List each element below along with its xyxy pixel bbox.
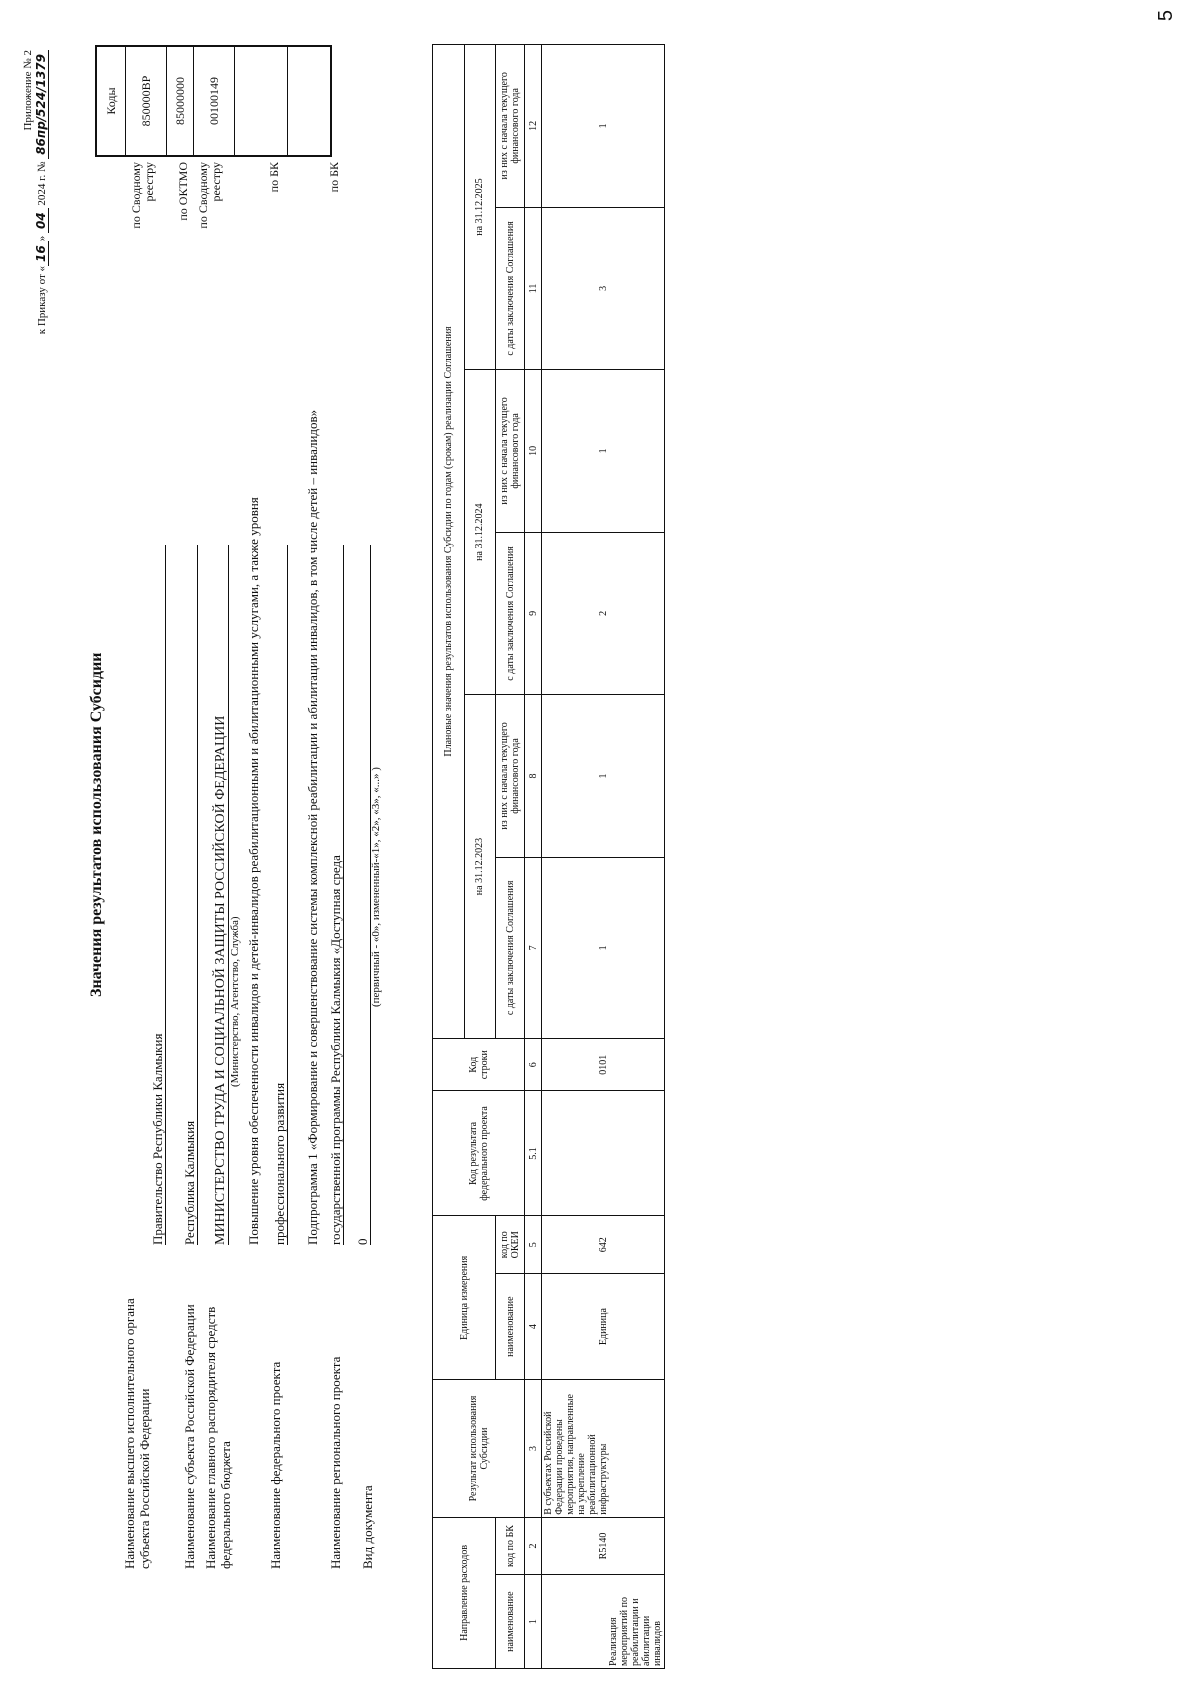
value-main-manager: МИНИСТЕРСТВО ТРУДА И СОЦИАЛЬНОЙ ЗАЩИТЫ РОССИЙСКОЙ ФЕДЕРАЦИИ — [213, 545, 229, 1245]
value-regional-project: Подпрограмма 1 «Формирование и совершенствование системы комплексной реабилитации и абилитации инвалидов, в том числе детей – инвалидов» — [305, 409, 320, 1245]
num-5-1: 5.1 — [525, 1091, 542, 1216]
manager-caption: (Министерство, Агентство, Служба) — [229, 916, 241, 1087]
cell-result: В субъектах Российской Федерации проведены мероприятия, направленные на укрепление реабилитационной инфраструктуры — [542, 1380, 665, 1518]
value-federal-project: Повышение уровня обеспеченности инвалидов и детей-инвалидов реабилитационными и абилитационными услугами, а также уровня — [246, 497, 261, 1245]
th-direction: Направление расходов — [433, 1517, 496, 1668]
num-4: 4 — [525, 1273, 542, 1379]
value-federal-project-cont: профессионального развития — [272, 545, 288, 1245]
value-executive-body: Правительство Республики Калмыкия — [150, 545, 166, 1245]
code-manager: 00100149 — [194, 46, 235, 156]
codes-table — [95, 45, 332, 157]
annex-number: 86пр/524/1379 — [34, 50, 49, 159]
results-table — [432, 44, 665, 1669]
cell-v10: 1 — [542, 370, 665, 533]
cell-v11: 3 — [542, 207, 665, 370]
num-8: 8 — [525, 695, 542, 858]
annex-quote: » — [36, 235, 48, 242]
codes-header: Коды — [96, 46, 126, 156]
label-federal-project: Наименование федерального проекта — [268, 1361, 283, 1569]
cell-v8: 1 — [542, 695, 665, 858]
value-regional-project-cont: государственной программы Республики Калмыкия «Доступная среда — [328, 545, 344, 1245]
cell-row-code: 0101 — [542, 1038, 665, 1091]
th-2025-year: из них с начала текущего финансового года — [496, 45, 525, 208]
th-2024-sign: с даты заключения Соглашения — [496, 532, 525, 695]
label-regional-project: Наименование регионального проекта — [328, 1356, 343, 1569]
th-2023-sign: с даты заключения Соглашения — [496, 857, 525, 1038]
th-unit-okei: код по ОКЕИ — [496, 1216, 525, 1274]
th-bk: код по БК — [496, 1517, 525, 1575]
th-2025: на 31.12.2025 — [464, 45, 496, 370]
label-doc-type: Вид документа — [360, 1485, 375, 1569]
th-2023: на 31.12.2023 — [464, 695, 496, 1039]
num-12: 12 — [525, 45, 542, 208]
num-5: 5 — [525, 1216, 542, 1274]
reg-label-3: по Сводному реестру — [196, 162, 223, 229]
cell-okei: 642 — [542, 1216, 665, 1274]
reg-label-2: по ОКТМО — [176, 162, 190, 221]
value-subject: Республика Калмыкия — [182, 545, 198, 1245]
annex-block — [22, 50, 49, 350]
annex-year: 2024 г. № — [36, 161, 48, 206]
doc-type-caption: (первичный - «0», измененный-«1», «2», «3», «...» ) — [370, 767, 382, 1007]
th-federal-code: Код результата федерального проекта — [433, 1091, 525, 1216]
num-3: 3 — [525, 1380, 542, 1518]
th-name: наименование — [496, 1575, 525, 1669]
th-2025-sign: с даты заключения Соглашения — [496, 207, 525, 370]
cell-v9: 2 — [542, 532, 665, 695]
code-oktmo: 85000000 — [167, 46, 194, 156]
th-unit: Единица измерения — [433, 1216, 496, 1380]
num-9: 9 — [525, 532, 542, 695]
annex-title: Приложение № 2 — [22, 50, 34, 131]
num-11: 11 — [525, 207, 542, 370]
label-executive-body: Наименование высшего исполнительного органа субъекта Российской Федерации — [122, 1298, 152, 1569]
cell-unit: Единица — [542, 1273, 665, 1379]
cell-v12: 1 — [542, 45, 665, 208]
num-10: 10 — [525, 370, 542, 533]
cell-federal-code — [542, 1091, 665, 1216]
cell-direction-name: Реализация мероприятий по реабилитации и абилитации инвалидов — [542, 1575, 665, 1669]
reg-label-5: по БК — [327, 162, 341, 193]
num-7: 7 — [525, 857, 542, 1038]
code-bk-2 — [288, 46, 332, 156]
value-doc-type: 0 — [355, 545, 371, 1245]
cell-v7: 1 — [542, 857, 665, 1038]
num-1: 1 — [525, 1575, 542, 1669]
th-row-code: Код строки — [433, 1038, 525, 1091]
label-subject: Наименование субъекта Российской Федерации — [182, 1304, 197, 1569]
reg-label-1: по Сводному реестру — [129, 162, 156, 229]
annex-month: 04 — [34, 208, 49, 233]
th-unit-name: наименование — [496, 1273, 525, 1379]
label-main-manager: Наименование главного распорядителя средств федерального бюджета — [203, 1306, 233, 1569]
th-plan: Плановые значения результатов использования Субсидии по годам (срокам) реализации Соглашения — [433, 45, 465, 1039]
code-registry: 850000ВР — [126, 46, 167, 156]
num-6: 6 — [525, 1038, 542, 1091]
num-2: 2 — [525, 1517, 542, 1575]
th-2023-year: из них с начала текущего финансового года — [496, 695, 525, 858]
th-2024: на 31.12.2024 — [464, 370, 496, 695]
annex-day: 16 — [34, 241, 49, 266]
annex-prefix: к Приказу от « — [36, 265, 48, 335]
th-2024-year: из них с начала текущего финансового года — [496, 370, 525, 533]
th-result: Результат использования Субсидии — [433, 1380, 525, 1518]
code-bk-1 — [235, 46, 288, 156]
document-title: Значения результатов использования Субсидии — [88, 652, 105, 997]
reg-label-4: по БК — [267, 162, 281, 193]
cell-bk: R5140 — [542, 1517, 665, 1575]
page-number: 5 — [1155, 10, 1177, 22]
